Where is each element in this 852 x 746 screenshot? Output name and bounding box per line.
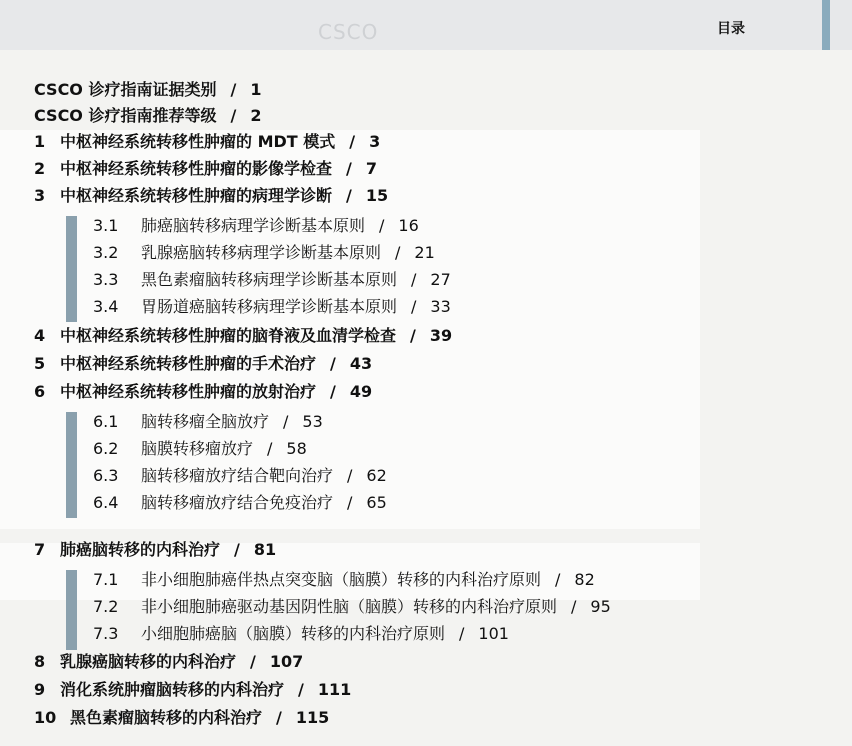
toc-subentry[interactable] <box>93 597 611 617</box>
toc-separator: / <box>411 270 417 289</box>
toc-entry-title: 消化系统肿瘤脑转移的内科治疗 <box>60 680 285 699</box>
toc-entry[interactable] <box>34 680 351 700</box>
toc-entry-page: 115 <box>295 708 330 727</box>
toc-entry-number: 7.3 <box>93 624 119 643</box>
toc-entry[interactable] <box>34 540 276 560</box>
section-7-bar <box>66 570 77 650</box>
toc-subentry[interactable] <box>93 216 419 236</box>
toc-separator: / <box>346 159 352 178</box>
toc-entry-title: 乳腺癌脑转移的内科治疗 <box>60 652 237 671</box>
toc-entry-title: 小细胞肺癌脑（脑膜）转移的内科治疗原则 <box>141 624 446 643</box>
toc-entry-title: 肺癌脑转移病理学诊断基本原则 <box>141 216 366 235</box>
toc-entry-number: 1 <box>34 132 46 151</box>
section-3-bar <box>66 216 77 322</box>
toc-entry-title: 胃肠道癌脑转移病理学诊断基本原则 <box>141 297 398 316</box>
toc-entry[interactable] <box>34 652 303 672</box>
page-header <box>0 0 852 50</box>
chapter-tab <box>822 0 830 50</box>
toc-entry-title: 脑转移瘤放疗结合靶向治疗 <box>141 466 334 485</box>
toc-entry-title: CSCO 诊疗指南证据类别 <box>34 80 217 99</box>
toc-subentry[interactable] <box>93 570 595 590</box>
toc-entry[interactable] <box>34 132 380 152</box>
toc-entry-number: 6.2 <box>93 439 119 458</box>
toc-entry-page: 82 <box>574 570 595 589</box>
toc-subentry[interactable] <box>93 624 509 644</box>
bleed-through-title: CSCO <box>318 20 379 44</box>
toc-entry[interactable] <box>34 326 452 346</box>
toc-entry-title: 乳腺癌脑转移病理学诊断基本原则 <box>141 243 382 262</box>
toc-entry-title: 非小细胞肺癌伴热点突变脑（脑膜）转移的内科治疗原则 <box>141 570 542 589</box>
toc-separator: / <box>330 382 336 401</box>
toc-entry-title: 中枢神经系统转移性肿瘤的放射治疗 <box>60 382 317 401</box>
toc-entry[interactable] <box>34 80 261 100</box>
toc-entry-page: 43 <box>349 354 373 373</box>
toc-entry-number: 5 <box>34 354 46 373</box>
toc-separator: / <box>571 597 577 616</box>
toc-entry-number: 3.3 <box>93 270 119 289</box>
toc-entry-title: 黑色素瘤脑转移病理学诊断基本原则 <box>141 270 398 289</box>
toc-entry-number: 9 <box>34 680 46 699</box>
toc-separator: / <box>410 326 416 345</box>
toc-entry-number: 6.3 <box>93 466 119 485</box>
toc-entry-title: 中枢神经系统转移性肿瘤的影像学检查 <box>60 159 333 178</box>
toc-entry-number: 10 <box>34 708 57 727</box>
toc-entry-title: 脑转移瘤放疗结合免疫治疗 <box>141 493 334 512</box>
toc-separator: / <box>276 708 282 727</box>
page-title: 目录 <box>717 21 745 37</box>
toc-entry[interactable] <box>34 106 261 126</box>
toc-page <box>0 70 852 746</box>
section-6-bar <box>66 412 77 518</box>
toc-entry-page: 15 <box>365 186 389 205</box>
toc-separator: / <box>349 132 356 151</box>
toc-entry[interactable] <box>34 382 372 402</box>
toc-entry-page: 16 <box>398 216 419 235</box>
toc-entry-title: 脑转移瘤全脑放疗 <box>141 412 270 431</box>
toc-entry-page: 1 <box>250 80 262 99</box>
toc-entry-number: 7.1 <box>93 570 119 589</box>
toc-entry-title: 中枢神经系统转移性肿瘤的手术治疗 <box>60 354 317 373</box>
toc-entry-page: 62 <box>366 466 387 485</box>
toc-entry-number: 3.4 <box>93 297 119 316</box>
toc-entry[interactable] <box>34 186 388 206</box>
toc-entry-page: 21 <box>414 243 435 262</box>
toc-separator: / <box>330 354 336 373</box>
toc-subentry[interactable] <box>93 439 307 459</box>
toc-subentry[interactable] <box>93 412 323 432</box>
toc-separator: / <box>283 412 289 431</box>
toc-entry-title: 中枢神经系统转移性肿瘤的 MDT 模式 <box>60 132 336 151</box>
toc-entry-page: 58 <box>286 439 307 458</box>
toc-separator: / <box>346 186 352 205</box>
toc-entry-page: 49 <box>349 382 373 401</box>
toc-subentry[interactable] <box>93 243 435 263</box>
toc-entry-page: 65 <box>366 493 387 512</box>
toc-entry-number: 6 <box>34 382 46 401</box>
toc-entry-number: 8 <box>34 652 46 671</box>
toc-entry-title: 中枢神经系统转移性肿瘤的病理学诊断 <box>60 186 333 205</box>
toc-separator: / <box>379 216 385 235</box>
toc-entry[interactable] <box>34 354 372 374</box>
toc-separator: / <box>555 570 561 589</box>
toc-entry-title: 非小细胞肺癌驱动基因阴性脑（脑膜）转移的内科治疗原则 <box>141 597 558 616</box>
toc-subentry[interactable] <box>93 270 451 290</box>
toc-entry-number: 4 <box>34 326 46 345</box>
toc-entry-page: 111 <box>317 680 352 699</box>
toc-entry-title: 中枢神经系统转移性肿瘤的脑脊液及血清学检查 <box>60 326 397 345</box>
toc-entry-number: 6.1 <box>93 412 119 431</box>
toc-entry-title: 脑膜转移瘤放疗 <box>141 439 254 458</box>
toc-entry-page: 81 <box>253 540 277 559</box>
toc-separator: / <box>395 243 401 262</box>
toc-entry-page: 3 <box>369 132 381 151</box>
toc-entry-page: 53 <box>302 412 323 431</box>
toc-entry-number: 7.2 <box>93 597 119 616</box>
toc-entry-title: 肺癌脑转移的内科治疗 <box>60 540 221 559</box>
toc-entry-page: 7 <box>365 159 377 178</box>
toc-entry-number: 7 <box>34 540 46 559</box>
toc-entry-number: 3.1 <box>93 216 119 235</box>
toc-entry-page: 33 <box>430 297 451 316</box>
toc-subentry[interactable] <box>93 466 387 486</box>
toc-separator: / <box>347 493 353 512</box>
toc-entry-title: 黑色素瘤脑转移的内科治疗 <box>70 708 263 727</box>
toc-entry-page: 27 <box>430 270 451 289</box>
toc-entry-number: 3.2 <box>93 243 119 262</box>
toc-entry[interactable] <box>34 159 377 179</box>
toc-entry-number: 6.4 <box>93 493 119 512</box>
toc-entry-number: 3 <box>34 186 46 205</box>
toc-separator: / <box>298 680 304 699</box>
toc-separator: / <box>230 80 237 99</box>
toc-entry-number: 2 <box>34 159 46 178</box>
toc-separator: / <box>459 624 465 643</box>
toc-entry-page: 101 <box>478 624 509 643</box>
toc-separator: / <box>267 439 273 458</box>
toc-entry-page: 39 <box>429 326 453 345</box>
toc-subentry[interactable] <box>93 297 451 317</box>
toc-entry-title: CSCO 诊疗指南推荐等级 <box>34 106 217 125</box>
toc-entry-page: 95 <box>590 597 611 616</box>
toc-separator: / <box>347 466 353 485</box>
toc-entry-page: 107 <box>269 652 304 671</box>
toc-entry[interactable] <box>34 708 329 728</box>
toc-subentry[interactable] <box>93 493 387 513</box>
toc-separator: / <box>411 297 417 316</box>
toc-entry-page: 2 <box>250 106 262 125</box>
toc-separator: / <box>234 540 240 559</box>
toc-separator: / <box>250 652 256 671</box>
toc-separator: / <box>230 106 237 125</box>
